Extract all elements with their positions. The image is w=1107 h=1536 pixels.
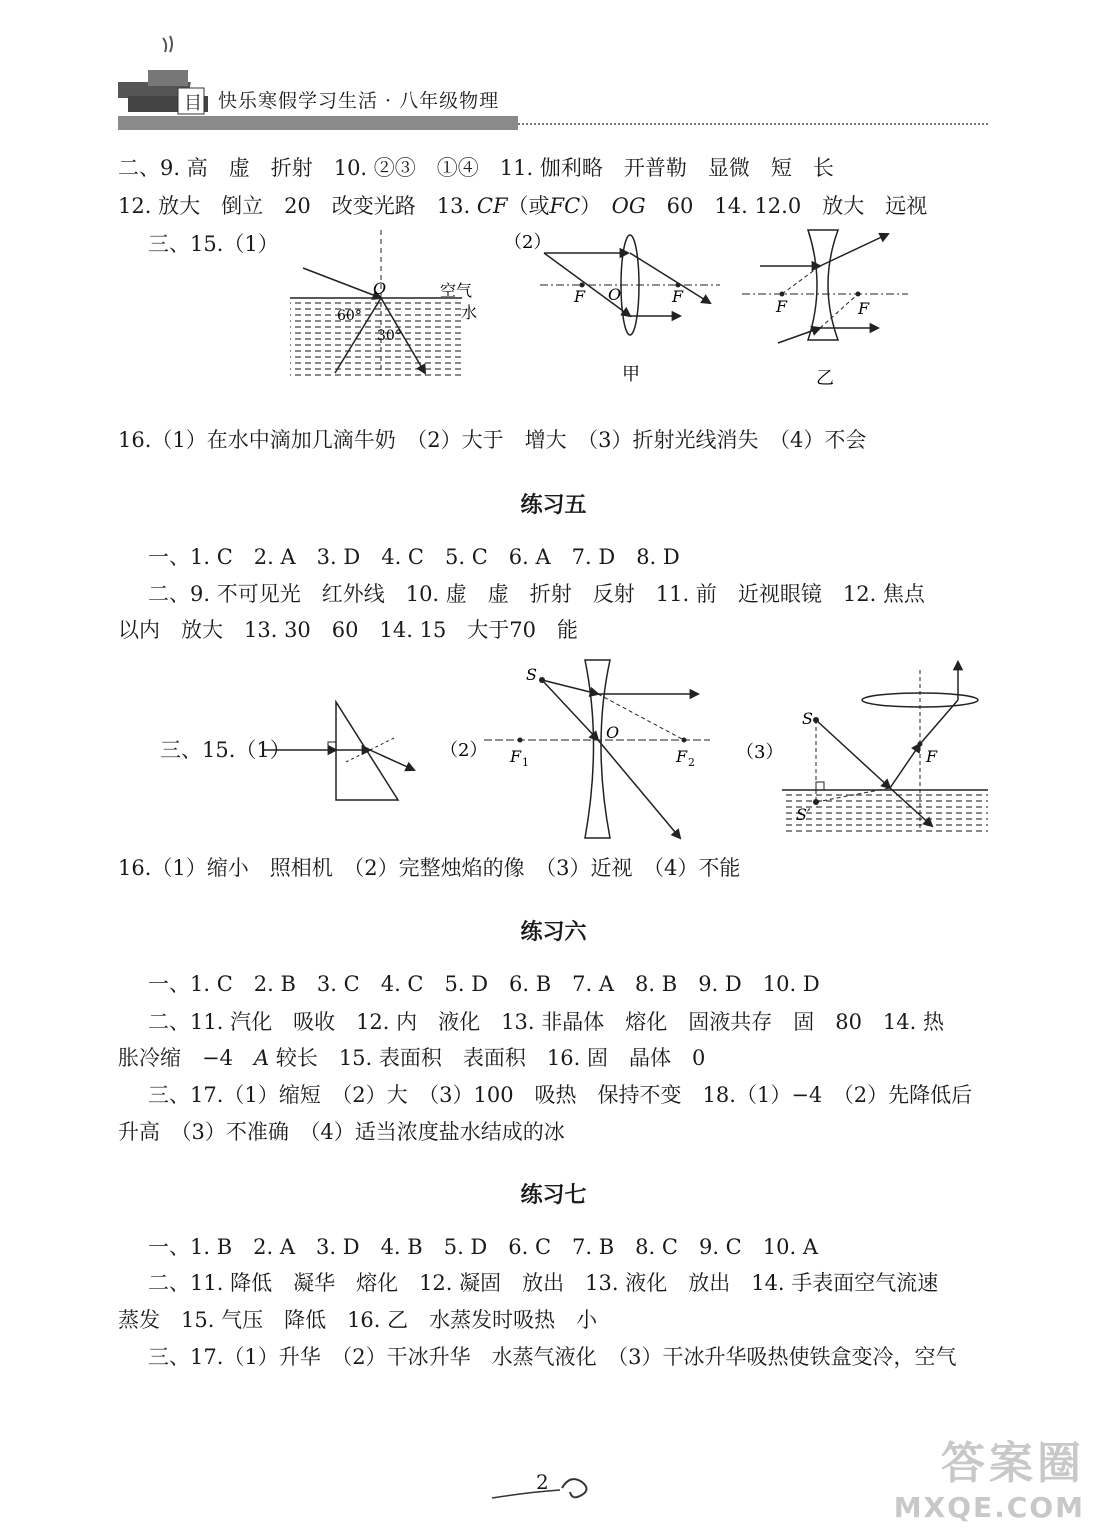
normal-line (370, 738, 394, 750)
header-band (118, 116, 518, 130)
focus-subscript: 2 (688, 756, 695, 769)
text-run: 60 14. 12.0 放大 远视 (645, 194, 928, 218)
answer-line (118, 1046, 705, 1071)
water-region (290, 298, 462, 378)
watermark-text: 答案圈 (941, 1438, 1085, 1489)
watermark (894, 1427, 1085, 1524)
answer-line: 二、11. 汽化 吸收 12. 内 液化 13. 非晶体 熔化 固液共存 固 80 14. 热 (148, 1010, 945, 1034)
focus-label: F (858, 299, 870, 318)
watermark-url: MXQE.COM (893, 1491, 1085, 1524)
answer-line: 一、1. C 2. A 3. D 4. C 5. C 6. A 7. D 8. D (148, 545, 680, 569)
right-angle-mark (816, 782, 824, 790)
right-angle-mark (328, 742, 336, 750)
section-title: 练习五 (520, 492, 587, 518)
center-label: O (608, 285, 622, 304)
concave-lens (808, 230, 838, 340)
water-lens-diagram (736, 660, 996, 840)
prism (336, 702, 398, 800)
refraction-diagram (285, 228, 485, 388)
ray (820, 234, 888, 266)
center-label: O (606, 723, 620, 742)
header-title: 快乐寒假学习生活 · 八年级物理 (218, 90, 500, 112)
focus-subscript: 1 (522, 756, 529, 769)
image-label: S′ (796, 805, 811, 824)
answer-line: 三、17.（1）升华 （2）干冰升华 水蒸气液化 （3）干冰升华吸热使铁盒变冷，空气 (148, 1345, 957, 1369)
text-run: A (253, 1046, 270, 1070)
ray (630, 253, 710, 303)
answer-line: 三、17.（1）缩短 （2）大 （3）100 吸热 保持不变 18.（1）−4 （2）先降低后 (148, 1083, 973, 1107)
focus-label: F (510, 747, 522, 766)
sub-label: （2） (440, 740, 488, 761)
answer-line: 二、9. 高 虚 折射 10. ②③ ①④ 11. 伽利略 开普勒 显微 短 长 (118, 156, 834, 180)
text-run: 较长 15. 表面积 表面积 16. 固 晶体 0 (269, 1046, 706, 1070)
air-label: 空气 (440, 281, 473, 300)
focus-label: F (574, 287, 586, 306)
ray (598, 740, 680, 838)
answer-line: 一、1. B 2. A 3. D 4. B 5. D 6. C 7. B 8. C 9. C 10. A (148, 1235, 818, 1259)
prism-diagram (258, 700, 428, 810)
focus-point (780, 292, 785, 297)
text-run: ） (580, 194, 612, 218)
ray-extension (782, 266, 820, 294)
focus-point (518, 738, 523, 743)
caption-jia: 甲 (622, 364, 640, 385)
focus-point (918, 742, 923, 747)
concave-lens-source-diagram (440, 658, 720, 848)
focus-point (682, 738, 687, 743)
normal-line (346, 750, 370, 762)
focus-label: F (672, 287, 684, 306)
answer-line: 三、15.（1） (160, 738, 291, 762)
water-label: 水 (461, 303, 478, 322)
answer-line: 二、9. 不可见光 红外线 10. 虚 虚 折射 反射 11. 前 近视眼镜 12. 焦点 (148, 582, 925, 606)
focus-label: F (776, 297, 788, 316)
focus-point (856, 292, 861, 297)
answer-line: 16.（1）在水中滴加几滴牛奶 （2）大于 增大 （3）折射光线消失 （4）不会 (118, 428, 867, 452)
text-run: OG (611, 194, 646, 218)
source-label: S (526, 665, 537, 684)
text-run: 12. 放大 倒立 20 改变光路 13. (118, 194, 477, 218)
answer-line (118, 194, 927, 219)
header-dotted-rule (518, 123, 988, 125)
section-title: 练习七 (520, 1182, 587, 1208)
section-title: 练习六 (520, 919, 587, 945)
answer-line: 一、1. C 2. B 3. C 4. C 5. D 6. B 7. A 8. B 9. D 10. D (148, 972, 820, 996)
answer-line: 以内 放大 13. 30 60 14. 15 大于70 能 (118, 618, 579, 642)
answer-line: 二、11. 降低 凝华 熔化 12. 凝固 放出 13. 液化 放出 14. 手表面空气流速 (148, 1271, 939, 1295)
answer-line: 三、15.（1） (148, 232, 279, 256)
convex-lens-diagram (500, 228, 720, 388)
page-number: 2 (536, 1470, 549, 1494)
ray (890, 744, 920, 788)
text-run: CF (476, 194, 508, 218)
incident-ray (303, 268, 381, 298)
angle-30-label: 30° (377, 328, 402, 344)
text-run: FC (549, 194, 581, 218)
water-region (782, 792, 988, 834)
book-logo-icon (118, 30, 218, 116)
sub-label: （3） (736, 742, 784, 763)
page-header (118, 30, 988, 130)
source-label: S (802, 709, 813, 728)
focus-label: F (676, 747, 688, 766)
focus-label: F (926, 747, 938, 766)
angle-60-label: 60° (337, 308, 362, 324)
concave-lens-diagram (738, 228, 918, 393)
logo-letter: 目 (184, 93, 202, 114)
point-o-label: O (373, 279, 387, 298)
answer-line: 蒸发 15. 气压 降低 16. 乙 水蒸发时吸热 小 (118, 1308, 598, 1332)
text-run: （或 (507, 194, 550, 218)
answer-line: 升高 （3）不准确 （4）适当浓度盐水结成的冰 (118, 1120, 565, 1144)
caption-yi: 乙 (816, 368, 834, 389)
ray-extension (820, 294, 858, 328)
ray (816, 720, 890, 788)
text-run: 胀冷缩 −4 (118, 1046, 254, 1070)
answer-line: 16.（1）缩小 照相机 （2）完整烛焰的像 （3）近视 （4）不能 (118, 856, 741, 880)
sub-label: （2） (504, 232, 552, 253)
